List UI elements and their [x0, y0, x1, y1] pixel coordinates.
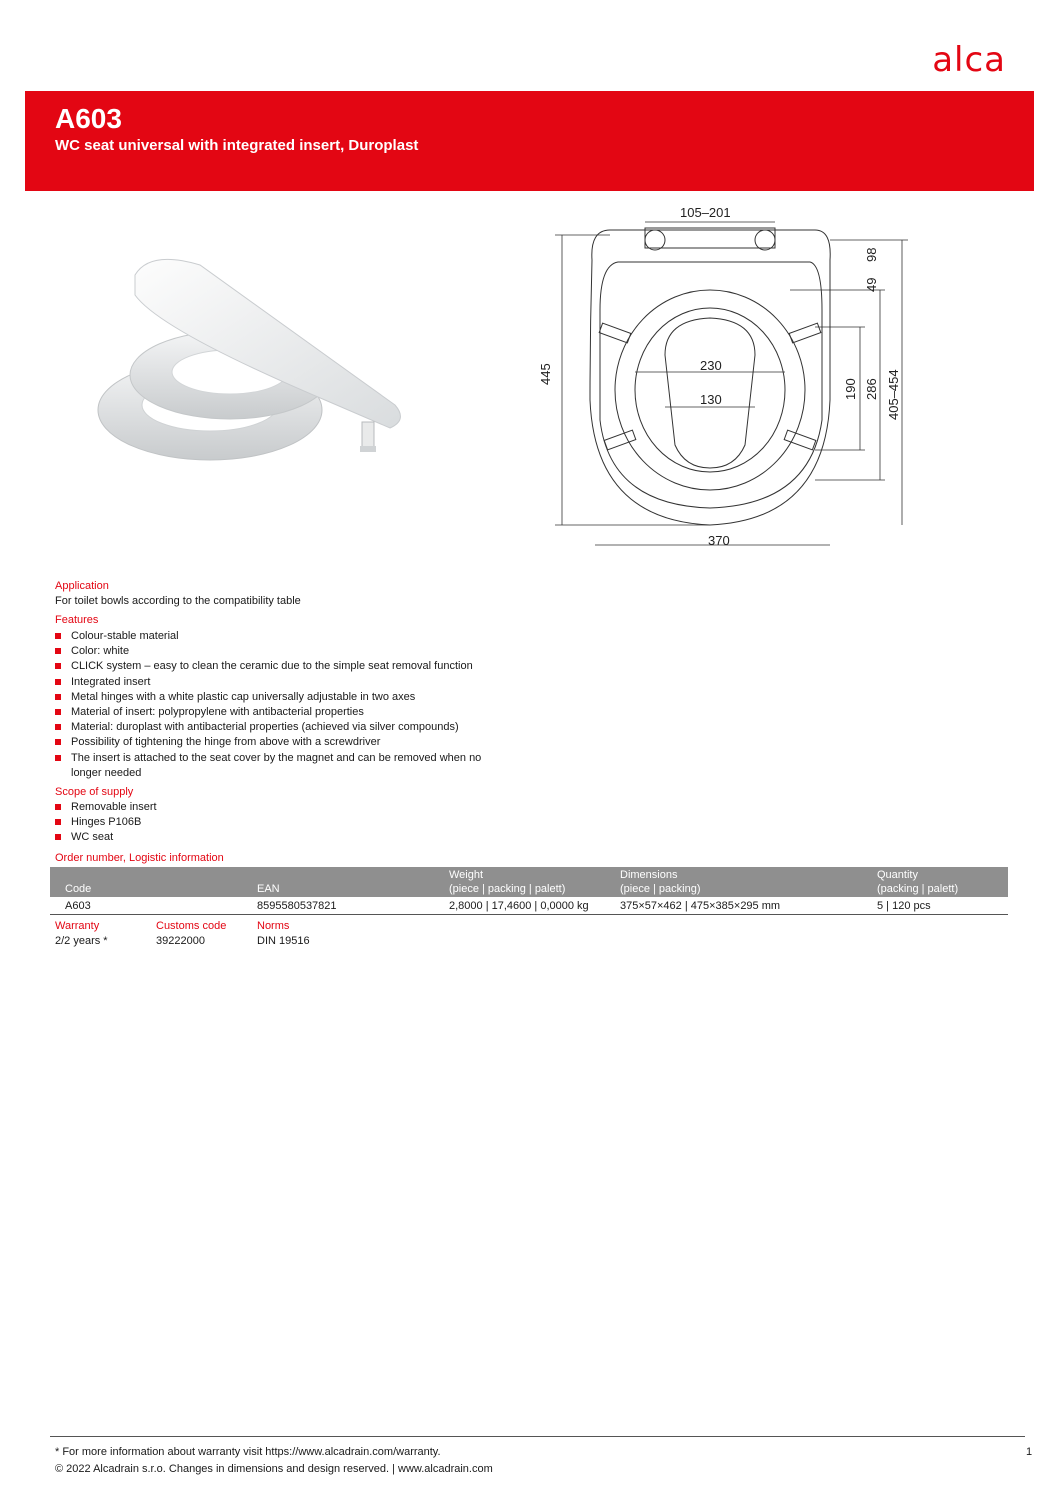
dim-hinge-range: 405–454: [886, 369, 901, 420]
list-item: Colour-stable material: [55, 629, 505, 644]
application-text: For toilet bowls according to the compatibility table: [55, 595, 301, 607]
table-row: [50, 898, 1008, 915]
dim-hinge-spacing: 105–201: [680, 205, 731, 220]
norms-value: DIN 19516: [257, 935, 310, 947]
list-item: WC seat: [55, 830, 505, 845]
warranty-value: 2/2 years *: [55, 935, 108, 947]
supply-list: [55, 800, 505, 846]
page-number: 1: [1026, 1446, 1033, 1458]
cell-quantity: 5 | 120 pcs: [877, 900, 931, 912]
dimension-drawing: [540, 200, 920, 560]
cell-ean: 8595580537821: [257, 900, 337, 912]
customs-label: Customs code: [156, 920, 227, 932]
application-title: Application: [55, 580, 109, 592]
order-title: Order number, Logistic information: [55, 852, 224, 864]
col-code: Code: [65, 883, 92, 895]
product-subtitle: WC seat universal with integrated insert, Duroplast: [55, 137, 419, 154]
list-item: CLICK system – easy to clean the ceramic due to the simple seat removal function: [55, 659, 505, 674]
dim-total-length: 445: [538, 363, 553, 385]
footer-divider: [50, 1436, 1025, 1437]
product-code: A603: [55, 103, 122, 134]
dim-total-width: 370: [708, 533, 730, 548]
dim-49: 49: [864, 277, 879, 292]
list-item: Removable insert: [55, 800, 505, 815]
features-list: [55, 629, 505, 781]
cell-dimensions: 375×57×462 | 475×385×295 mm: [620, 900, 781, 912]
list-item: Color: white: [55, 644, 505, 659]
list-item: Material: duroplast with antibacterial properties (achieved via silver compounds): [55, 720, 505, 735]
order-table-header: [50, 867, 1008, 897]
cell-code: A603: [65, 900, 91, 912]
product-photo: [90, 240, 420, 470]
list-item: Metal hinges with a white plastic cap universally adjustable in two axes: [55, 690, 505, 705]
brand-logo: alca: [932, 40, 1006, 80]
dim-opening-length: 190: [843, 378, 858, 400]
col-dimensions: Dimensions: [620, 869, 678, 881]
list-item: The insert is attached to the seat cover by the magnet and can be removed when no longer needed: [55, 751, 505, 781]
features-title: Features: [55, 614, 99, 626]
footer-copyright: © 2022 Alcadrain s.r.o. Changes in dimensions and design reserved. | www.alcadrain.com: [55, 1463, 493, 1475]
list-item: Integrated insert: [55, 675, 505, 690]
list-item: Hinges P106B: [55, 815, 505, 830]
cell-weight: 2,8000 | 17,4600 | 0,0000 kg: [449, 900, 589, 912]
title-banner: [25, 91, 1034, 191]
dim-opening-width: 130: [700, 392, 722, 407]
norms-label: Norms: [257, 920, 290, 932]
dim-inner-length: 286: [864, 378, 879, 400]
dim-98: 98: [864, 247, 879, 262]
supply-title: Scope of supply: [55, 786, 134, 798]
col-dimensions-sub: (piece | packing): [620, 883, 701, 895]
list-item: Possibility of tightening the hinge from above with a screwdriver: [55, 735, 505, 750]
col-weight-sub: (piece | packing | palett): [449, 883, 566, 895]
footer-warranty-note: * For more information about warranty visit https://www.alcadrain.com/warranty.: [55, 1446, 441, 1458]
col-quantity: Quantity: [877, 869, 918, 881]
customs-value: 39222000: [156, 935, 205, 947]
dim-inner-width: 230: [700, 358, 722, 373]
warranty-label: Warranty: [55, 920, 100, 932]
col-quantity-sub: (packing | palett): [877, 883, 959, 895]
col-weight: Weight: [449, 869, 484, 881]
list-item: Material of insert: polypropylene with antibacterial properties: [55, 705, 505, 720]
col-ean: EAN: [257, 883, 280, 895]
